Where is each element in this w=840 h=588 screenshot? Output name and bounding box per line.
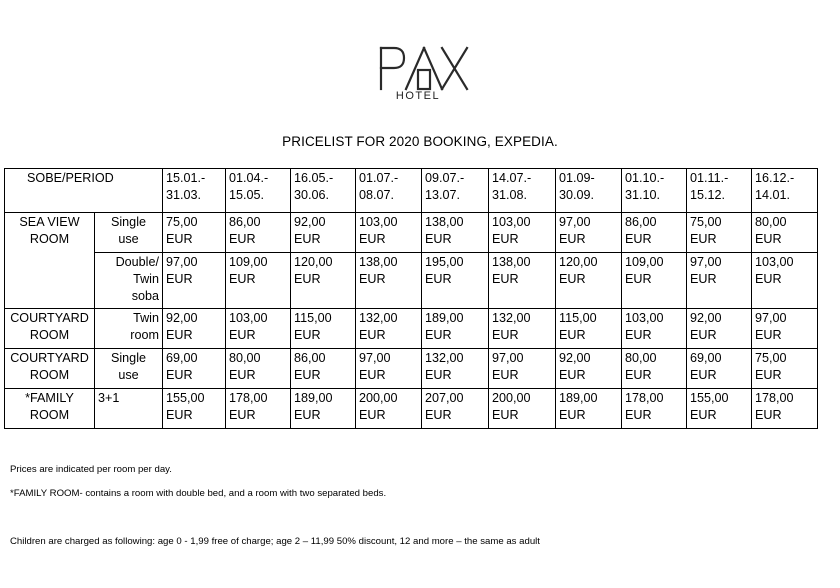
price-cell: 75,00 EUR [163,213,226,253]
room-type: Single use [95,349,163,389]
period-cell: 01.09- 30.09. [556,169,622,213]
price-cell: 86,00 EUR [226,213,291,253]
room-type: 3+1 [95,389,163,429]
price-cell: 207,00 EUR [422,389,489,429]
price-cell: 97,00 EUR [556,213,622,253]
price-cell: 138,00 EUR [489,253,556,309]
room-name: COURTYARD ROOM [5,309,95,349]
price-cell: 195,00 EUR [422,253,489,309]
table-row [5,253,818,309]
page-title: PRICELIST FOR 2020 BOOKING, EXPEDIA. [282,134,558,149]
price-cell: 189,00 EUR [422,309,489,349]
price-cell: 178,00 EUR [226,389,291,429]
price-cell: 103,00 EUR [356,213,422,253]
price-cell: 80,00 EUR [752,213,818,253]
table-row [5,349,818,389]
price-cell: 92,00 EUR [291,213,356,253]
price-cell: 86,00 EUR [622,213,687,253]
note-per-day: Prices are indicated per room per day. [10,464,172,475]
price-cell: 178,00 EUR [622,389,687,429]
table-row [5,309,818,349]
header-row [5,169,818,213]
period-cell: 14.07.- 31.08. [489,169,556,213]
price-cell: 80,00 EUR [226,349,291,389]
room-type: Double/ Twin soba [95,253,163,309]
period-cell: 01.07.- 08.07. [356,169,422,213]
price-cell: 103,00 EUR [489,213,556,253]
room-type: Twin room [95,309,163,349]
price-cell: 97,00 EUR [163,253,226,309]
period-cell: 01.04.- 15.05. [226,169,291,213]
price-cell: 92,00 EUR [163,309,226,349]
room-type: Single use [95,213,163,253]
price-cell: 200,00 EUR [489,389,556,429]
price-cell: 189,00 EUR [291,389,356,429]
price-cell: 75,00 EUR [687,213,752,253]
period-cell: 01.10.- 31.10. [622,169,687,213]
price-cell: 138,00 EUR [356,253,422,309]
price-cell: 178,00 EUR [752,389,818,429]
price-cell: 103,00 EUR [752,253,818,309]
price-cell: 92,00 EUR [687,309,752,349]
price-cell: 109,00 EUR [226,253,291,309]
period-cell: 15.01.- 31.03. [163,169,226,213]
price-cell: 86,00 EUR [291,349,356,389]
price-cell: 115,00 EUR [556,309,622,349]
price-cell: 120,00 EUR [556,253,622,309]
price-cell: 155,00 EUR [163,389,226,429]
price-cell: 80,00 EUR [622,349,687,389]
price-cell: 155,00 EUR [687,389,752,429]
period-cell: 09.07.- 13.07. [422,169,489,213]
logo-subtext: HOTEL [395,90,441,102]
price-cell: 97,00 EUR [687,253,752,309]
price-cell: 132,00 EUR [422,349,489,389]
price-cell: 109,00 EUR [622,253,687,309]
price-table [4,168,818,429]
period-cell: 16.05.- 30.06. [291,169,356,213]
room-name: *FAMILY ROOM [5,389,95,429]
price-cell: 97,00 EUR [489,349,556,389]
price-cell: 69,00 EUR [687,349,752,389]
price-cell: 115,00 EUR [291,309,356,349]
price-cell: 92,00 EUR [556,349,622,389]
price-cell: 69,00 EUR [163,349,226,389]
table-row [5,389,818,429]
price-cell: 120,00 EUR [291,253,356,309]
room-name: SEA VIEW ROOM [5,213,95,309]
price-cell: 103,00 EUR [622,309,687,349]
price-cell: 200,00 EUR [356,389,422,429]
corner-label: SOBE/PERIOD [5,169,163,213]
period-cell: 16.12.- 14.01. [752,169,818,213]
price-cell: 189,00 EUR [556,389,622,429]
price-cell: 138,00 EUR [422,213,489,253]
price-cell: 97,00 EUR [752,309,818,349]
price-cell: 75,00 EUR [752,349,818,389]
price-cell: 97,00 EUR [356,349,422,389]
price-cell: 103,00 EUR [226,309,291,349]
table-row [5,213,818,253]
period-cell: 01.11.- 15.12. [687,169,752,213]
room-name: COURTYARD ROOM [5,349,95,389]
price-cell: 132,00 EUR [489,309,556,349]
note-children: Children are charged as following: age 0 - 1,99 free of charge; age 2 – 11,99 50% discount, 12 and more – the same as adult [10,536,540,547]
note-family-room: *FAMILY ROOM- contains a room with double bed, and a room with two separated beds. [10,488,387,499]
price-cell: 132,00 EUR [356,309,422,349]
